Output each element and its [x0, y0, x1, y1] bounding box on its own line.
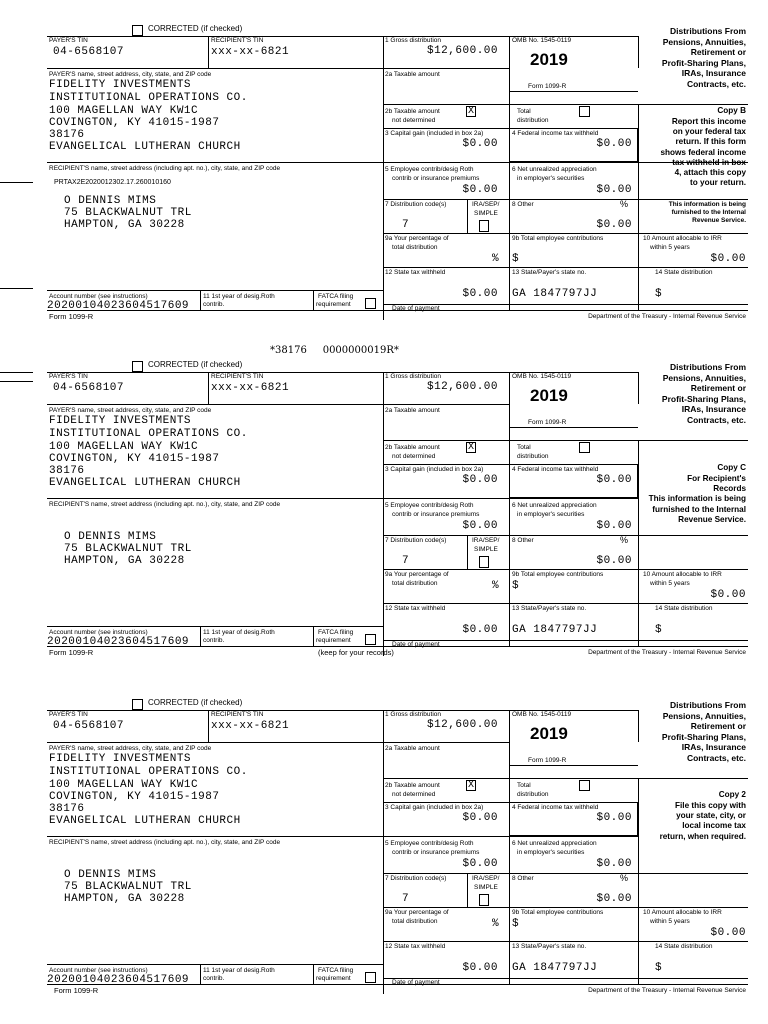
- box9b-label: 9b Total employee contributions: [512, 235, 604, 242]
- form-copy-2: [0, 694, 768, 1004]
- box2b-label-2: not determined: [392, 791, 436, 798]
- box14-value: $: [655, 288, 663, 300]
- box1-value: $12,600.00: [426, 381, 498, 393]
- payer-line-3: 100 MAGELLAN WAY KW1C: [49, 105, 199, 117]
- fatca-label-1: FATCA filing: [318, 629, 354, 636]
- box7-label: 7 Distribution code(s): [385, 537, 447, 544]
- form-footer-label: Form 1099-R: [54, 986, 99, 995]
- payment-label: Date of payment: [392, 641, 440, 648]
- box3-label: 3 Capital gain (included in box 2a): [385, 130, 484, 137]
- omb-label: OMB No. 1545-0119: [512, 373, 572, 380]
- fatca-checkbox[interactable]: [365, 972, 376, 983]
- fatca-checkbox[interactable]: [365, 298, 376, 309]
- box3-value: $0.00: [462, 474, 498, 486]
- box5-value: $0.00: [462, 858, 498, 870]
- box4-value: $0.00: [596, 138, 632, 150]
- payment-label: Date of payment: [392, 979, 440, 986]
- payer-line-2: INSTITUTIONAL OPERATIONS CO.: [49, 766, 248, 778]
- payer-tin-label: PAYER'S TIN: [49, 37, 88, 44]
- payer-line-1: FIDELITY INVESTMENTS: [49, 415, 192, 427]
- recipient-tin-label: RECIPIENT'S TIN: [211, 711, 264, 718]
- recipient-tin-label: RECIPIENT'S TIN: [211, 37, 264, 44]
- account-value: 20200104023604517609: [47, 300, 190, 312]
- box4-value: $0.00: [596, 474, 632, 486]
- taxable-not-determined-checkbox[interactable]: X: [467, 780, 474, 791]
- box9b-value: $: [512, 580, 520, 592]
- box9b-label: 9b Total employee contributions: [512, 909, 604, 916]
- box9a-pct: %: [492, 918, 500, 930]
- box8-label: 8 Other: [512, 875, 534, 882]
- account-value: 20200104023604517609: [47, 974, 190, 986]
- total-distribution-checkbox[interactable]: [579, 780, 590, 791]
- total-dist-label-1: Total: [517, 108, 531, 115]
- box6-value: $0.00: [596, 858, 632, 870]
- box2b-label-1: 2b Taxable amount: [385, 108, 440, 115]
- box9a-pct: %: [492, 253, 500, 265]
- box9a-label-1: 9a Your percentage of: [385, 909, 449, 916]
- dept-label: Department of the Treasury - Internal Revenue Service: [588, 987, 746, 994]
- total-dist-label-1: Total: [517, 444, 531, 451]
- box5-label-1: 5 Employee contrib/desig Roth: [385, 840, 474, 847]
- box7-value: 7: [402, 555, 410, 567]
- fatca-label-2: requirement: [316, 637, 351, 644]
- total-dist-label-2: distribution: [517, 791, 549, 798]
- payer-tin: 04-6568107: [53, 382, 125, 394]
- box2a-label: 2a Taxable amount: [385, 745, 440, 752]
- corrected-label: CORRECTED (if checked): [148, 24, 243, 33]
- box14-label: 14 State distribution: [655, 269, 713, 276]
- ira-label-1: IRA/SEP/: [472, 201, 500, 208]
- box4-label: 4 Federal income tax withheld: [512, 466, 599, 473]
- box8-pct: %: [620, 535, 629, 545]
- fatca-label-2: requirement: [316, 975, 351, 982]
- registration-mark: [0, 381, 33, 382]
- recipient-tin-label: RECIPIENT'S TIN: [211, 373, 264, 380]
- recipient-line-3: HAMPTON, GA 30228: [64, 893, 185, 905]
- form-title: Distributions From Pensions, Annuities, Retirement or Profit-Sharing Plans, IRAs, Insurance Contracts, etc.: [661, 26, 746, 89]
- box10-label-1: 10 Amount allocable to IRR: [643, 235, 722, 242]
- ira-sep-simple-checkbox[interactable]: [479, 220, 489, 232]
- payer-tin-label: PAYER'S TIN: [49, 373, 88, 380]
- box6-value: $0.00: [596, 520, 632, 532]
- tax-year: 2019: [530, 50, 568, 69]
- box14-value: $: [655, 962, 663, 974]
- recipient-name-label: RECIPIENT'S name, street address (including apt. no.), city, state, and ZIP code: [49, 165, 281, 172]
- total-distribution-checkbox[interactable]: [579, 442, 590, 453]
- box11-label-2: contrib.: [203, 975, 225, 982]
- ira-label-2: SIMPLE: [474, 546, 498, 553]
- registration-mark: [0, 372, 33, 373]
- separator-barcode-text: *38176 0000000019R*: [270, 345, 399, 356]
- payer-line-1: FIDELITY INVESTMENTS: [49, 753, 192, 765]
- payer-name-label: PAYER'S name, street address, city, state, and ZIP code: [49, 745, 212, 752]
- box10-label-2: within 5 years: [650, 244, 690, 251]
- box6-label-1: 6 Net unrealized appreciation: [512, 840, 597, 847]
- fatca-label-2: requirement: [316, 301, 351, 308]
- copy-b-heading: Copy B: [717, 106, 746, 115]
- box9a-label-2: total distribution: [392, 244, 438, 251]
- account-label: Account number (see instructions): [49, 629, 148, 636]
- recipient-tin: xxx-xx-6821: [211, 382, 290, 394]
- payer-line-5: 38176: [49, 465, 85, 477]
- total-dist-label-2: distribution: [517, 453, 549, 460]
- box7-label: 7 Distribution code(s): [385, 875, 447, 882]
- payer-tin-label: PAYER'S TIN: [49, 711, 88, 718]
- box5-label-2: contrib or insurance premiums: [392, 849, 480, 856]
- account-label: Account number (see instructions): [49, 967, 148, 974]
- dept-label: Department of the Treasury - Internal Revenue Service: [588, 313, 746, 320]
- box12-value: $0.00: [462, 288, 498, 300]
- ira-sep-simple-checkbox[interactable]: [479, 556, 489, 568]
- box2b-label-2: not determined: [392, 117, 436, 124]
- account-label: Account number (see instructions): [49, 293, 148, 300]
- ira-sep-simple-checkbox[interactable]: [479, 894, 489, 906]
- box1-label: 1 Gross distribution: [385, 37, 441, 44]
- box11-label-1: 11 1st year of desig.Roth: [203, 293, 275, 300]
- box9a-pct: %: [492, 580, 500, 592]
- box9a-label-1: 9a Your percentage of: [385, 571, 449, 578]
- payer-line-4: COVINGTON, KY 41015-1987: [49, 453, 220, 465]
- box8-value: $0.00: [596, 219, 632, 231]
- form-copy-c: [0, 356, 768, 666]
- recipient-line-2: 75 BLACKWALNUT TRL: [64, 881, 192, 893]
- box14-label: 14 State distribution: [655, 605, 713, 612]
- recipient-name-label: RECIPIENT'S name, street address (including apt. no.), city, state, and ZIP code: [49, 839, 281, 846]
- box2a-label: 2a Taxable amount: [385, 71, 440, 78]
- payer-line-5: 38176: [49, 803, 85, 815]
- box12-value: $0.00: [462, 624, 498, 636]
- form-label: Form 1099-R: [528, 83, 567, 90]
- box6-label-1: 6 Net unrealized appreciation: [512, 502, 597, 509]
- copy-2-heading: Copy 2: [718, 790, 746, 799]
- box8-pct: %: [620, 873, 629, 883]
- fatca-checkbox[interactable]: [365, 634, 376, 645]
- copy-b-description: Report this income on your federal tax return. If this form shows federal income tax withheld in box 4, attach this copy to your return.: [660, 117, 746, 188]
- box12-label: 12 State tax withheld: [385, 605, 446, 612]
- form-title: Distributions From Pensions, Annuities, Retirement or Profit-Sharing Plans, IRAs, Insurance Contracts, etc.: [661, 362, 746, 425]
- payer-line-6: EVANGELICAL LUTHERAN CHURCH: [49, 141, 241, 153]
- box11-label-2: contrib.: [203, 637, 225, 644]
- payer-line-4: COVINGTON, KY 41015-1987: [49, 791, 220, 803]
- payer-name-label: PAYER'S name, street address, city, state, and ZIP code: [49, 71, 212, 78]
- box14-label: 14 State distribution: [655, 943, 713, 950]
- box9b-label: 9b Total employee contributions: [512, 571, 604, 578]
- recipient-line-1: O DENNIS MIMS: [64, 869, 157, 881]
- payer-line-2: INSTITUTIONAL OPERATIONS CO.: [49, 428, 248, 440]
- omb-label: OMB No. 1545-0119: [512, 711, 572, 718]
- corrected-checkbox[interactable]: [132, 361, 143, 372]
- ira-label-1: IRA/SEP/: [472, 875, 500, 882]
- payer-line-4: COVINGTON, KY 41015-1987: [49, 117, 220, 129]
- corrected-checkbox[interactable]: [132, 699, 143, 710]
- box3-value: $0.00: [462, 812, 498, 824]
- box2b-label-1: 2b Taxable amount: [385, 782, 440, 789]
- form-footer-label: Form 1099-R: [49, 648, 94, 657]
- fatca-label-1: FATCA filing: [318, 967, 354, 974]
- total-dist-label-2: distribution: [517, 117, 549, 124]
- box6-label-2: in employer's securities: [517, 175, 585, 182]
- box13-value: GA 1847797JJ: [512, 288, 598, 300]
- box12-label: 12 State tax withheld: [385, 943, 446, 950]
- recipient-line-1: O DENNIS MIMS: [64, 531, 157, 543]
- payment-label: Date of payment: [392, 305, 440, 312]
- box11-label-1: 11 1st year of desig.Roth: [203, 967, 275, 974]
- box5-label-1: 5 Employee contrib/desig Roth: [385, 166, 474, 173]
- recipient-tin: xxx-xx-6821: [211, 46, 290, 58]
- recipient-line-2: 75 BLACKWALNUT TRL: [64, 543, 192, 555]
- recipient-line-1: O DENNIS MIMS: [64, 195, 157, 207]
- dept-label: Department of the Treasury - Internal Revenue Service: [588, 649, 746, 656]
- box11-label-2: contrib.: [203, 301, 225, 308]
- tax-year: 2019: [530, 386, 568, 405]
- box1-label: 1 Gross distribution: [385, 373, 441, 380]
- box2b-label-2: not determined: [392, 453, 436, 460]
- box5-label-2: contrib or insurance premiums: [392, 511, 480, 518]
- box10-value: $0.00: [710, 589, 746, 601]
- box4-value: $0.00: [596, 812, 632, 824]
- box2b-label-1: 2b Taxable amount: [385, 444, 440, 451]
- copy-c-heading: Copy C: [717, 463, 746, 472]
- form-label: Form 1099-R: [528, 419, 567, 426]
- box10-value: $0.00: [710, 253, 746, 265]
- box5-label-1: 5 Employee contrib/desig Roth: [385, 502, 474, 509]
- payer-line-5: 38176: [49, 129, 85, 141]
- omb-label: OMB No. 1545-0119: [512, 37, 572, 44]
- barcode-text: PRTAX2E2020012302.17.260010160: [54, 179, 171, 186]
- box4-label: 4 Federal income tax withheld: [512, 130, 599, 137]
- box7-value: 7: [402, 219, 410, 231]
- corrected-label: CORRECTED (if checked): [148, 360, 243, 369]
- box6-value: $0.00: [596, 184, 632, 196]
- ira-label-2: SIMPLE: [474, 210, 498, 217]
- box5-label-2: contrib or insurance premiums: [392, 175, 480, 182]
- box13-value: GA 1847797JJ: [512, 962, 598, 974]
- box3-label: 3 Capital gain (included in box 2a): [385, 804, 484, 811]
- box4-label: 4 Federal income tax withheld: [512, 804, 599, 811]
- recipient-tin: xxx-xx-6821: [211, 720, 290, 732]
- payer-line-3: 100 MAGELLAN WAY KW1C: [49, 441, 199, 453]
- payer-line-3: 100 MAGELLAN WAY KW1C: [49, 779, 199, 791]
- box12-value: $0.00: [462, 962, 498, 974]
- box13-label: 13 State/Payer's state no.: [512, 269, 587, 276]
- registration-mark: [0, 288, 33, 289]
- tax-year: 2019: [530, 724, 568, 743]
- box10-value: $0.00: [710, 927, 746, 939]
- box10-label-1: 10 Amount allocable to IRR: [643, 571, 722, 578]
- payer-tin: 04-6568107: [53, 720, 125, 732]
- payer-line-6: EVANGELICAL LUTHERAN CHURCH: [49, 815, 241, 827]
- total-dist-label-1: Total: [517, 782, 531, 789]
- payer-line-6: EVANGELICAL LUTHERAN CHURCH: [49, 477, 241, 489]
- box9a-label-1: 9a Your percentage of: [385, 235, 449, 242]
- box11-label-1: 11 1st year of desig.Roth: [203, 629, 275, 636]
- box8-label: 8 Other: [512, 201, 534, 208]
- recipient-line-3: HAMPTON, GA 30228: [64, 219, 185, 231]
- form-title: Distributions From Pensions, Annuities, Retirement or Profit-Sharing Plans, IRAs, Insurance Contracts, etc.: [661, 700, 746, 763]
- box12-label: 12 State tax withheld: [385, 269, 446, 276]
- box13-label: 13 State/Payer's state no.: [512, 943, 587, 950]
- box9b-value: $: [512, 918, 520, 930]
- box2a-label: 2a Taxable amount: [385, 407, 440, 414]
- box9a-label-2: total distribution: [392, 918, 438, 925]
- recipient-line-3: HAMPTON, GA 30228: [64, 555, 185, 567]
- corrected-checkbox[interactable]: [132, 25, 143, 36]
- box8-value: $0.00: [596, 893, 632, 905]
- corrected-label: CORRECTED (if checked): [148, 698, 243, 707]
- registration-mark: [0, 182, 33, 183]
- box3-value: $0.00: [462, 138, 498, 150]
- payer-line-1: FIDELITY INVESTMENTS: [49, 79, 192, 91]
- box14-value: $: [655, 624, 663, 636]
- box5-value: $0.00: [462, 184, 498, 196]
- box1-value: $12,600.00: [426, 45, 498, 57]
- box5-value: $0.00: [462, 520, 498, 532]
- taxable-not-determined-checkbox[interactable]: X: [467, 106, 474, 117]
- form-footer-label: Form 1099-R: [49, 312, 94, 321]
- keep-records-label: (keep for your records): [318, 648, 394, 657]
- box7-label: 7 Distribution code(s): [385, 201, 447, 208]
- box7-value: 7: [402, 893, 410, 905]
- ira-label-2: SIMPLE: [474, 884, 498, 891]
- box6-label-1: 6 Net unrealized appreciation: [512, 166, 597, 173]
- box6-label-2: in employer's securities: [517, 849, 585, 856]
- box8-pct: %: [620, 199, 629, 209]
- box9b-value: $: [512, 253, 520, 265]
- copy-2-description: File this copy with your state, city, or local income tax return, when required.: [659, 801, 746, 841]
- box13-value: GA 1847797JJ: [512, 624, 598, 636]
- copy-c-description: For Recipient's Records This information is being furnished to the Internal Revenue Service.: [648, 474, 746, 524]
- fatca-label-1: FATCA filing: [318, 293, 354, 300]
- box8-label: 8 Other: [512, 537, 534, 544]
- box9a-label-2: total distribution: [392, 580, 438, 587]
- payer-line-2: INSTITUTIONAL OPERATIONS CO.: [49, 92, 248, 104]
- recipient-name-label: RECIPIENT'S name, street address (including apt. no.), city, state, and ZIP code: [49, 501, 281, 508]
- form-copy-b: [0, 20, 768, 330]
- box6-label-2: in employer's securities: [517, 511, 585, 518]
- recipient-line-2: 75 BLACKWALNUT TRL: [64, 207, 192, 219]
- box10-label-1: 10 Amount allocable to IRR: [643, 909, 722, 916]
- copy-b-note: This information is being furnished to the Internal Revenue Service.: [668, 201, 746, 224]
- box1-value: $12,600.00: [426, 719, 498, 731]
- ira-label-1: IRA/SEP/: [472, 537, 500, 544]
- box10-label-2: within 5 years: [650, 580, 690, 587]
- box1-label: 1 Gross distribution: [385, 711, 441, 718]
- total-distribution-checkbox[interactable]: [579, 106, 590, 117]
- payer-tin: 04-6568107: [53, 46, 125, 58]
- account-value: 20200104023604517609: [47, 636, 190, 648]
- taxable-not-determined-checkbox[interactable]: X: [467, 442, 474, 453]
- box10-label-2: within 5 years: [650, 918, 690, 925]
- form-label: Form 1099-R: [528, 757, 567, 764]
- box3-label: 3 Capital gain (included in box 2a): [385, 466, 484, 473]
- box8-value: $0.00: [596, 555, 632, 567]
- payer-name-label: PAYER'S name, street address, city, state, and ZIP code: [49, 407, 212, 414]
- box13-label: 13 State/Payer's state no.: [512, 605, 587, 612]
